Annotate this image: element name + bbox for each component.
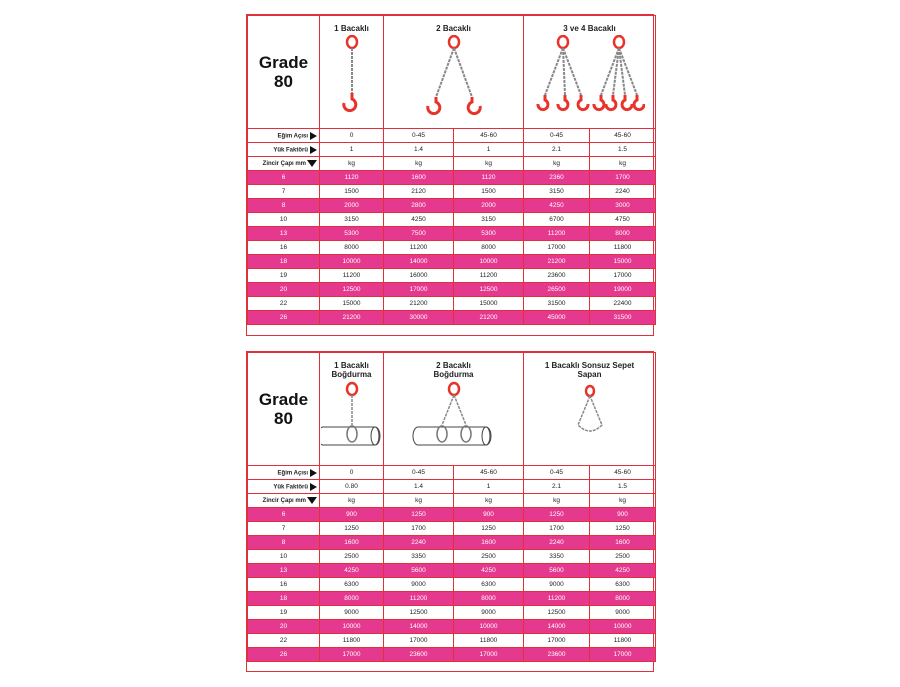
capacity-cell: 8000 xyxy=(590,592,656,606)
capacity-cell: 1600 xyxy=(590,536,656,550)
capacity-cell: 5600 xyxy=(524,564,590,578)
capacity-cell: 4250 xyxy=(454,564,524,578)
unit-value: kg xyxy=(590,157,656,171)
table2-grid xyxy=(247,352,656,662)
table-row xyxy=(248,297,656,311)
angle-row xyxy=(248,466,656,480)
capacity-cell: 2500 xyxy=(454,550,524,564)
capacity-cell: 15000 xyxy=(454,297,524,311)
chain-diameter-cell: 16 xyxy=(248,578,320,592)
choke-single-icon xyxy=(321,381,383,447)
chain-diameter-cell: 22 xyxy=(248,297,320,311)
capacity-cell: 1250 xyxy=(590,522,656,536)
capacity-cell: 10000 xyxy=(590,620,656,634)
unit-value: kg xyxy=(384,157,454,171)
capacity-cell: 1700 xyxy=(384,522,454,536)
unit-value: kg xyxy=(384,494,454,508)
capacity-cell: 17000 xyxy=(590,269,656,283)
load-factor-value: 1.5 xyxy=(590,480,656,494)
capacity-cell: 10000 xyxy=(454,255,524,269)
chain-diameter-cell: 16 xyxy=(248,241,320,255)
capacity-cell: 2240 xyxy=(384,536,454,550)
chain-diameter-cell: 19 xyxy=(248,606,320,620)
capacity-cell: 14000 xyxy=(384,620,454,634)
unit-value: kg xyxy=(590,494,656,508)
table-row xyxy=(248,564,656,578)
capacity-cell: 11800 xyxy=(590,241,656,255)
angle-value: 0-45 xyxy=(384,466,454,480)
capacity-cell: 6300 xyxy=(320,578,384,592)
capacity-cell: 3150 xyxy=(524,185,590,199)
load-factor-value: 0.80 xyxy=(320,480,384,494)
chain-diameter-label: Zincir Çapı mm xyxy=(248,494,320,508)
table-row xyxy=(248,199,656,213)
angle-value: 45-60 xyxy=(590,466,656,480)
angle-value: 0 xyxy=(320,129,384,143)
arrow-down-icon xyxy=(307,497,317,504)
chain-diameter-cell: 18 xyxy=(248,255,320,269)
capacity-cell: 4250 xyxy=(524,199,590,213)
capacity-cell: 3350 xyxy=(524,550,590,564)
angle-value: 45-60 xyxy=(454,129,524,143)
capacity-cell: 10000 xyxy=(454,620,524,634)
capacity-cell: 11800 xyxy=(454,634,524,648)
chain-diameter-cell: 18 xyxy=(248,592,320,606)
capacity-cell: 17000 xyxy=(524,634,590,648)
capacity-cell: 1600 xyxy=(320,536,384,550)
angle-value: 45-60 xyxy=(454,466,524,480)
capacity-cell: 11200 xyxy=(524,592,590,606)
load-factor-value: 1 xyxy=(320,143,384,157)
chain-diameter-cell: 26 xyxy=(248,311,320,325)
header-2-leg xyxy=(384,16,524,129)
unit-value: kg xyxy=(320,157,384,171)
chain-diameter-cell: 22 xyxy=(248,634,320,648)
capacity-cell: 1120 xyxy=(320,171,384,185)
header-endless-basket xyxy=(524,353,656,466)
capacity-cell: 11200 xyxy=(384,241,454,255)
capacity-cell: 4750 xyxy=(590,213,656,227)
arrow-right-icon xyxy=(310,483,317,491)
angle-label: Eğim Açısı xyxy=(248,466,320,480)
capacity-cell: 1500 xyxy=(454,185,524,199)
capacity-cell: 8000 xyxy=(454,241,524,255)
capacity-cell: 5300 xyxy=(320,227,384,241)
unit-value: kg xyxy=(524,494,590,508)
arrow-right-icon xyxy=(310,146,317,154)
angle-value: 0-45 xyxy=(384,129,454,143)
load-factor-label: Yük Faktörü xyxy=(248,480,320,494)
chain-diameter-cell: 13 xyxy=(248,227,320,241)
capacity-cell: 21200 xyxy=(320,311,384,325)
capacity-cell: 11200 xyxy=(320,269,384,283)
capacity-cell: 4250 xyxy=(384,213,454,227)
capacity-cell: 2120 xyxy=(384,185,454,199)
table-row xyxy=(248,508,656,522)
chain-diameter-cell: 6 xyxy=(248,171,320,185)
choke-double-icon xyxy=(412,381,496,447)
capacity-cell: 19000 xyxy=(590,283,656,297)
angle-value: 45-60 xyxy=(590,129,656,143)
table1-body xyxy=(248,171,656,325)
table-row xyxy=(248,241,656,255)
capacity-cell: 2360 xyxy=(524,171,590,185)
capacity-cell: 17000 xyxy=(320,648,384,662)
capacity-cell: 15000 xyxy=(320,297,384,311)
chain-diameter-cell: 8 xyxy=(248,536,320,550)
capacity-cell: 14000 xyxy=(384,255,454,269)
capacity-cell: 31500 xyxy=(590,311,656,325)
chain-diameter-cell: 20 xyxy=(248,283,320,297)
grade-number: 80 xyxy=(274,409,293,428)
grade-word: Grade xyxy=(258,53,309,72)
capacity-cell: 11200 xyxy=(384,592,454,606)
capacity-cell: 14000 xyxy=(524,620,590,634)
capacity-cell: 2500 xyxy=(320,550,384,564)
capacity-cell: 7500 xyxy=(384,227,454,241)
capacity-cell: 12500 xyxy=(384,606,454,620)
unit-value: kg xyxy=(320,494,384,508)
capacity-cell: 8000 xyxy=(320,241,384,255)
three-leg-sling-icon xyxy=(535,35,645,115)
capacity-cell: 9000 xyxy=(524,578,590,592)
angle-label: Eğim Açısı xyxy=(248,129,320,143)
angle-value: 0-45 xyxy=(524,129,590,143)
angle-value: 0 xyxy=(320,466,384,480)
load-factor-value: 1.4 xyxy=(384,143,454,157)
unit-row xyxy=(248,494,656,508)
two-leg-sling-icon xyxy=(424,35,484,115)
capacity-cell: 17000 xyxy=(384,634,454,648)
header-2-leg-choke-label: 2 Bacaklı Boğdurma xyxy=(433,361,474,379)
table-row xyxy=(248,255,656,269)
capacity-cell: 2000 xyxy=(320,199,384,213)
capacity-cell: 3150 xyxy=(320,213,384,227)
unit-value: kg xyxy=(524,157,590,171)
table-row xyxy=(248,213,656,227)
load-factor-row xyxy=(248,143,656,157)
capacity-cell: 10000 xyxy=(320,255,384,269)
capacity-cell: 17000 xyxy=(454,648,524,662)
header-3-4-leg-label: 3 ve 4 Bacaklı xyxy=(563,24,616,33)
capacity-cell: 30000 xyxy=(384,311,454,325)
capacity-cell: 1250 xyxy=(384,508,454,522)
load-factor-value: 1 xyxy=(454,480,524,494)
capacity-cell: 11800 xyxy=(320,634,384,648)
capacity-cell: 23600 xyxy=(524,269,590,283)
capacity-cell: 11200 xyxy=(524,227,590,241)
chain-diameter-cell: 7 xyxy=(248,185,320,199)
capacity-cell: 900 xyxy=(320,508,384,522)
header-1-leg-choke xyxy=(320,353,384,466)
capacity-cell: 4250 xyxy=(590,564,656,578)
capacity-cell: 17000 xyxy=(524,241,590,255)
capacity-cell: 5300 xyxy=(454,227,524,241)
capacity-cell: 11200 xyxy=(454,269,524,283)
capacity-cell: 15000 xyxy=(590,255,656,269)
unit-value: kg xyxy=(454,494,524,508)
capacity-cell: 31500 xyxy=(524,297,590,311)
capacity-cell: 22400 xyxy=(590,297,656,311)
capacity-cell: 4250 xyxy=(320,564,384,578)
table-row xyxy=(248,283,656,297)
load-factor-value: 1.5 xyxy=(590,143,656,157)
capacity-cell: 8000 xyxy=(454,592,524,606)
capacity-cell: 1700 xyxy=(590,171,656,185)
table2-body xyxy=(248,508,656,662)
capacity-cell: 2000 xyxy=(454,199,524,213)
capacity-cell: 2800 xyxy=(384,199,454,213)
endless-basket-sling-icon xyxy=(570,381,610,447)
table-row xyxy=(248,522,656,536)
capacity-cell: 23600 xyxy=(384,648,454,662)
capacity-cell: 26500 xyxy=(524,283,590,297)
table-row xyxy=(248,634,656,648)
capacity-cell: 9000 xyxy=(454,606,524,620)
capacity-cell: 9000 xyxy=(320,606,384,620)
capacity-cell: 21200 xyxy=(454,311,524,325)
chain-diameter-cell: 10 xyxy=(248,213,320,227)
grade-word: Grade xyxy=(258,390,309,409)
table-row xyxy=(248,171,656,185)
chain-diameter-cell: 8 xyxy=(248,199,320,213)
capacity-cell: 9000 xyxy=(590,606,656,620)
capacity-cell: 12500 xyxy=(454,283,524,297)
capacity-cell: 5600 xyxy=(384,564,454,578)
header-1-leg xyxy=(320,16,384,129)
capacity-cell: 12500 xyxy=(320,283,384,297)
chain-diameter-cell: 20 xyxy=(248,620,320,634)
capacity-cell: 3350 xyxy=(384,550,454,564)
capacity-cell: 2500 xyxy=(590,550,656,564)
unit-row xyxy=(248,157,656,171)
load-factor-value: 2.1 xyxy=(524,480,590,494)
load-factor-value: 2.1 xyxy=(524,143,590,157)
chain-diameter-cell: 10 xyxy=(248,550,320,564)
capacity-cell: 8000 xyxy=(590,227,656,241)
table-row xyxy=(248,311,656,325)
capacity-cell: 17000 xyxy=(590,648,656,662)
capacity-cell: 45000 xyxy=(524,311,590,325)
table-row xyxy=(248,536,656,550)
header-2-leg-label: 2 Bacaklı xyxy=(436,24,471,33)
capacity-cell: 11800 xyxy=(590,634,656,648)
capacity-cell: 1700 xyxy=(524,522,590,536)
header-2-leg-choke xyxy=(384,353,524,466)
table-row xyxy=(248,227,656,241)
header-1-leg-choke-label: 1 Bacaklı Boğdurma xyxy=(331,361,372,379)
load-factor-value: 1 xyxy=(454,143,524,157)
capacity-cell: 3000 xyxy=(590,199,656,213)
table-row xyxy=(248,269,656,283)
table-row xyxy=(248,185,656,199)
table-row xyxy=(248,648,656,662)
capacity-cell: 10000 xyxy=(320,620,384,634)
chain-diameter-cell: 26 xyxy=(248,648,320,662)
grade-number: 80 xyxy=(274,72,293,91)
chain-diameter-cell: 7 xyxy=(248,522,320,536)
arrow-right-icon xyxy=(310,132,317,140)
grade-label xyxy=(248,353,320,466)
capacity-cell: 1120 xyxy=(454,171,524,185)
single-leg-sling-icon xyxy=(337,35,367,115)
capacity-cell: 21200 xyxy=(524,255,590,269)
header-endless-basket-label: 1 Bacaklı Sonsuz Sepet Sapan xyxy=(544,361,635,379)
arrow-down-icon xyxy=(307,160,317,167)
angle-value: 0-45 xyxy=(524,466,590,480)
header-3-4-leg xyxy=(524,16,656,129)
capacity-cell: 8000 xyxy=(320,592,384,606)
capacity-cell: 3150 xyxy=(454,213,524,227)
arrow-right-icon xyxy=(310,469,317,477)
capacity-cell: 900 xyxy=(454,508,524,522)
load-table-standard xyxy=(246,14,654,336)
capacity-cell: 23600 xyxy=(524,648,590,662)
capacity-cell: 1250 xyxy=(524,508,590,522)
capacity-cell: 6300 xyxy=(590,578,656,592)
capacity-cell: 12500 xyxy=(524,606,590,620)
capacity-cell: 9000 xyxy=(384,578,454,592)
chain-diameter-label: Zincir Çapı mm xyxy=(248,157,320,171)
angle-row xyxy=(248,129,656,143)
table-row xyxy=(248,592,656,606)
capacity-cell: 2240 xyxy=(524,536,590,550)
load-factor-row xyxy=(248,480,656,494)
chain-diameter-cell: 6 xyxy=(248,508,320,522)
capacity-cell: 1250 xyxy=(454,522,524,536)
unit-value: kg xyxy=(454,157,524,171)
capacity-cell: 6300 xyxy=(454,578,524,592)
capacity-cell: 21200 xyxy=(384,297,454,311)
grade-label xyxy=(248,16,320,129)
capacity-cell: 1600 xyxy=(384,171,454,185)
capacity-cell: 6700 xyxy=(524,213,590,227)
capacity-cell: 1250 xyxy=(320,522,384,536)
capacity-cell: 1600 xyxy=(454,536,524,550)
table-row xyxy=(248,550,656,564)
chain-diameter-cell: 19 xyxy=(248,269,320,283)
capacity-cell: 1500 xyxy=(320,185,384,199)
capacity-cell: 17000 xyxy=(384,283,454,297)
capacity-cell: 16000 xyxy=(384,269,454,283)
capacity-cell: 900 xyxy=(590,508,656,522)
load-factor-value: 1.4 xyxy=(384,480,454,494)
load-factor-label: Yük Faktörü xyxy=(248,143,320,157)
load-table-choke xyxy=(246,351,654,672)
table1-grid xyxy=(247,15,656,325)
table-row xyxy=(248,620,656,634)
header-1-leg-label: 1 Bacaklı xyxy=(334,24,369,33)
table-row xyxy=(248,578,656,592)
chain-diameter-cell: 13 xyxy=(248,564,320,578)
table-row xyxy=(248,606,656,620)
capacity-cell: 2240 xyxy=(590,185,656,199)
